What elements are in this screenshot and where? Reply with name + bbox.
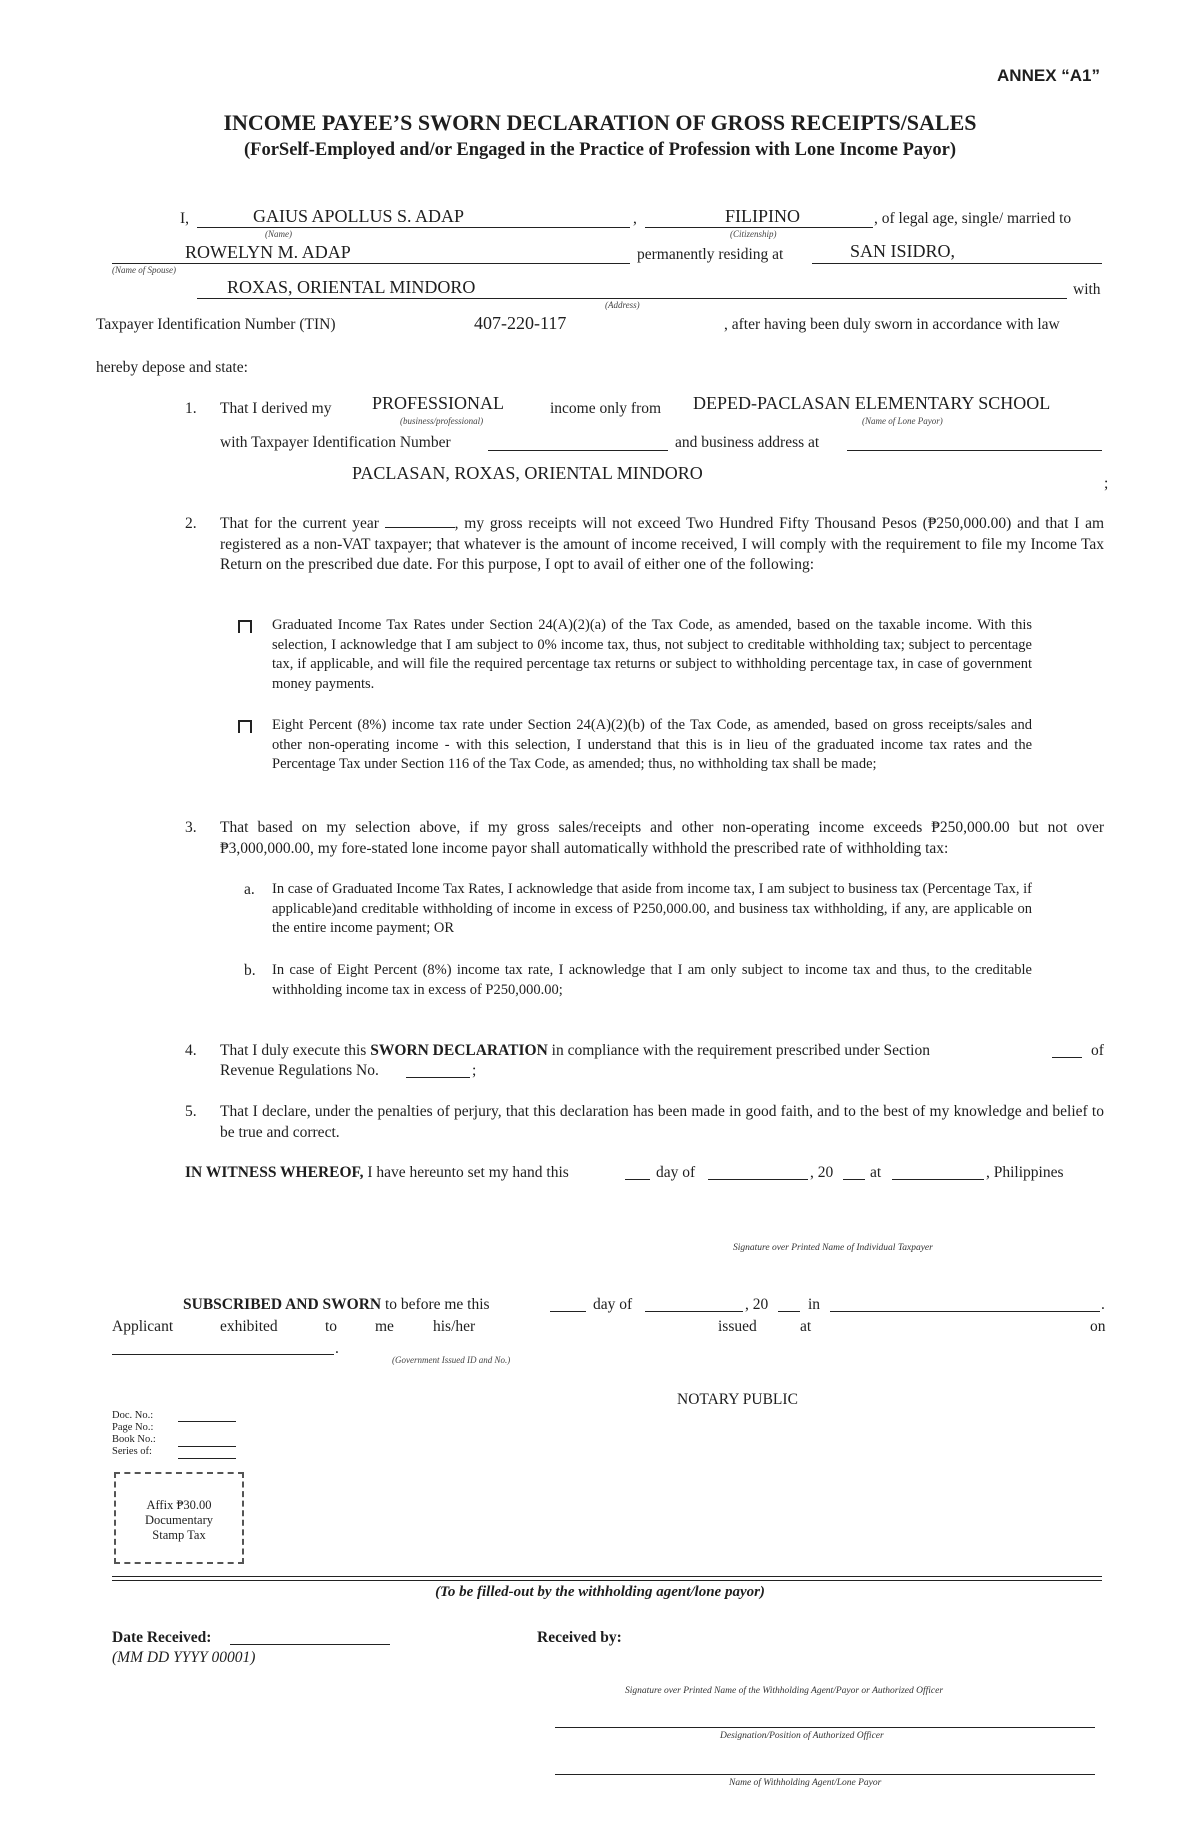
withholding-header: (To be filled-out by the withholding agent/lone payor) xyxy=(435,1584,765,1600)
subscribed-bold: SUBSCRIBED AND SWORN xyxy=(183,1296,382,1313)
taxpayer-signature-caption: Signature over Printed Name of Individual Taxpayer xyxy=(733,1243,933,1253)
subscribed-month-blank xyxy=(645,1311,743,1312)
item4-section-blank xyxy=(1052,1057,1082,1058)
item1-tin-line xyxy=(488,450,668,451)
address-value-1: SAN ISIDRO, xyxy=(850,241,956,261)
item4-text-a: That I duly execute this xyxy=(220,1042,367,1059)
document-subtitle: (ForSelf-Employed and/or Engaged in the Practice of Profession with Lone Income Payor) xyxy=(243,140,956,160)
witness-year-blank xyxy=(843,1179,865,1180)
option1-text: Graduated Income Tax Rates under Section 24(A)(2)(a) of the Tax Code, as amended, based on the taxable income. With this selection, I acknowledge that I am subject to 0% income tax, thus, not subject to creditable withholding tax; subject to percentage tax, if applicable, and will file the required percentage tax returns or subject to withholding percentage tax, in case of government money payments. xyxy=(272,617,1032,692)
witness-year-prefix: , 20 xyxy=(810,1164,834,1181)
subscribed-in: in xyxy=(808,1296,821,1313)
agent-name-line xyxy=(555,1774,1095,1775)
item1-income-type: PROFESSIONAL xyxy=(372,393,505,413)
sworn-text: , after having been duly sworn in accordance with law xyxy=(724,316,1060,333)
received-by-label: Received by: xyxy=(537,1629,622,1646)
option1-checkbox[interactable] xyxy=(238,620,252,633)
item2-text-a: That for the current year xyxy=(220,515,379,532)
to-word: to xyxy=(325,1318,338,1335)
tin-value: 407-220-117 xyxy=(474,313,567,333)
item1-business-address: PACLASAN, ROXAS, ORIENTAL MINDORO xyxy=(352,463,703,483)
annex-label: ANNEX “A1” xyxy=(997,66,1100,85)
date-received-label: Date Received: xyxy=(112,1629,212,1646)
item2-text-b: , my gross receipts will not exceed Two Hundred Fifty Thousand Pesos (₱250,000.00) and that I am registered as a non-VAT taxpayer; that whatever is the amount of income received, I will comply with the requirement to file my Income Tax Return on the prescribed due date. For this purpose, I opt to avail of either one of the following: xyxy=(220,515,1105,573)
item2-number: 2. xyxy=(185,515,197,532)
spouse-line xyxy=(112,263,630,264)
witness-day-blank xyxy=(625,1179,650,1180)
me-word: me xyxy=(375,1318,394,1335)
series-line xyxy=(178,1458,236,1459)
witness-text-a: I have hereunto set my hand this xyxy=(367,1164,569,1181)
date-blank xyxy=(112,1354,334,1355)
date-format: (MM DD YYYY 00001) xyxy=(112,1649,256,1666)
item5-text: That I declare, under the penalties of perjury, that this declaration has been made in good faith, and to the best of my knowledge and belief to be true and correct. xyxy=(220,1103,1104,1141)
witness-place-blank xyxy=(892,1179,984,1180)
date-period: . xyxy=(335,1340,339,1357)
subscribed-period: . xyxy=(1101,1296,1105,1313)
doc-label-3: Series of: xyxy=(112,1446,152,1457)
item4-number: 4. xyxy=(185,1042,197,1059)
hisher-word: his/her xyxy=(433,1318,476,1335)
witness-line xyxy=(185,1163,569,1183)
item1-business-address-line xyxy=(847,450,1102,451)
option2-text: Eight Percent (8%) income tax rate under Section 24(A)(2)(b) of the Tax Code, as amended, based on gross receipts/sales and other non-operating income - with this selection, I understand that this is in lieu of the graduated income tax rates and the Percentage Tax under Section 116 of the Tax Code, as amended; thus, no withholding tax shall be made; xyxy=(272,717,1032,772)
item4-rr-text: Revenue Regulations No. xyxy=(220,1062,379,1079)
item4-of: of xyxy=(1091,1042,1104,1059)
declarant-prefix: I, xyxy=(180,210,190,227)
item5-number: 5. xyxy=(185,1103,197,1120)
subscribed-year-blank xyxy=(778,1311,800,1312)
item1-number: 1. xyxy=(185,400,197,417)
issued-word: issued xyxy=(718,1318,757,1335)
item1-income-from: income only from xyxy=(550,400,662,417)
with-text: with xyxy=(1073,281,1101,298)
item1-lead: That I derived my xyxy=(220,400,332,417)
item1-tin-text: with Taxpayer Identification Number xyxy=(220,434,451,451)
stamp-text: Affix ₱30.00 Documentary Stamp Tax xyxy=(144,1498,214,1542)
item1-payor: DEPED-PACLASAN ELEMENTARY SCHOOL xyxy=(693,393,1051,413)
item2-text xyxy=(220,514,1104,576)
name-caption: (Name) xyxy=(265,229,292,239)
address-line-2 xyxy=(197,298,1067,299)
witness-at: at xyxy=(870,1164,882,1181)
spouse-name: ROWELYN M. ADAP xyxy=(185,242,351,262)
designation-caption: Designation/Position of Authorized Officer xyxy=(720,1731,884,1741)
book-no-line xyxy=(178,1446,236,1447)
document-title: INCOME PAYEE’S SWORN DECLARATION OF GROSS RECEIPTS/SALES xyxy=(223,110,977,135)
doc-label-1: Page No.: xyxy=(112,1422,154,1433)
subscribed-line xyxy=(183,1295,490,1315)
spouse-caption: (Name of Spouse) xyxy=(112,265,176,275)
doc-no-line xyxy=(178,1421,236,1422)
section-divider xyxy=(112,1576,1102,1581)
item4-text-b: in compliance with the requirement prescribed under Section xyxy=(551,1042,930,1059)
name-line xyxy=(197,227,630,228)
date-received-line xyxy=(230,1644,390,1645)
doc-label-0: Doc. No.: xyxy=(112,1410,154,1421)
witness-day-of: day of xyxy=(656,1164,696,1181)
notary-public: NOTARY PUBLIC xyxy=(677,1391,798,1408)
item1-business-address-text: and business address at xyxy=(675,434,820,451)
declarant-name: GAIUS APOLLUS S. ADAP xyxy=(253,206,465,226)
citizenship-line xyxy=(645,227,873,228)
on-word: on xyxy=(1090,1318,1106,1335)
doc-label-2: Book No.: xyxy=(112,1434,156,1445)
address-caption: (Address) xyxy=(605,300,640,310)
citizenship-value: FILIPINO xyxy=(725,206,800,226)
citizenship-caption: (Citizenship) xyxy=(730,229,777,239)
item3-a-label: a. xyxy=(244,881,255,898)
item1-semicolon: ; xyxy=(1104,475,1109,492)
address-value-2: ROXAS, ORIENTAL MINDORO xyxy=(227,277,476,297)
witness-bold: IN WITNESS WHEREOF, xyxy=(185,1164,364,1181)
at-word: at xyxy=(800,1318,812,1335)
tin-label: Taxpayer Identification Number (TIN) xyxy=(96,316,336,333)
item3-b-text: In case of Eight Percent (8%) income tax rate, I acknowledge that I am only subject to income tax and thus, to the creditable withholding income tax in excess of P250,000.00; xyxy=(272,962,1032,998)
witness-month-blank xyxy=(708,1179,808,1180)
subscribed-day-of: day of xyxy=(593,1296,633,1313)
address-line-1 xyxy=(812,263,1102,264)
comma: , xyxy=(633,210,637,227)
witness-philippines: , Philippines xyxy=(986,1164,1064,1181)
agent-signature-caption: Signature over Printed Name of the Withholding Agent/Payor or Authorized Officer xyxy=(625,1686,944,1696)
item2-year-blank xyxy=(385,514,455,528)
applicant-word: Applicant xyxy=(112,1318,174,1335)
subscribed-year-prefix: , 20 xyxy=(745,1296,769,1313)
depose-text: hereby depose and state: xyxy=(96,359,248,376)
subscribed-day-blank xyxy=(550,1311,586,1312)
residing-text: permanently residing at xyxy=(637,246,784,263)
item1-income-type-caption: (business/professional) xyxy=(400,416,484,426)
documentary-stamp-box xyxy=(114,1472,244,1564)
exhibited-word: exhibited xyxy=(220,1318,278,1335)
item4-rr-blank xyxy=(406,1077,470,1078)
item4-semicolon: ; xyxy=(472,1062,477,1079)
item3-b-label: b. xyxy=(244,962,256,979)
item4-bold: SWORN DECLARATION xyxy=(370,1042,548,1059)
designation-line xyxy=(555,1727,1095,1728)
item3-text: That based on my selection above, if my gross sales/receipts and other non-operating income exceeds ₱250,000.00 but not over ₱3,000,000.00, my fore-stated lone income payor shall automatically withhold the prescribed rate of withholding tax: xyxy=(220,819,1104,857)
agent-name-caption: Name of Withholding Agent/Lone Payor xyxy=(729,1778,882,1788)
subscribed-text-a: to before me this xyxy=(384,1296,490,1313)
gov-id-caption: (Government Issued ID and No.) xyxy=(392,1355,511,1365)
option2-checkbox[interactable] xyxy=(238,720,252,733)
item3-a-text: In case of Graduated Income Tax Rates, I acknowledge that aside from income tax, I am subject to business tax (Percentage Tax, if applicable)and creditable withholding of income in excess of P250,000.00, and business tax withholding, if any, are applicable on the entire income payment; OR xyxy=(272,881,1032,936)
subscribed-place-blank xyxy=(830,1311,1100,1312)
legal-age-text: , of legal age, single/ married to xyxy=(874,210,1072,227)
item3-number: 3. xyxy=(185,819,197,836)
item4-line1 xyxy=(220,1041,930,1061)
item1-payor-caption: (Name of Lone Payor) xyxy=(862,416,943,426)
